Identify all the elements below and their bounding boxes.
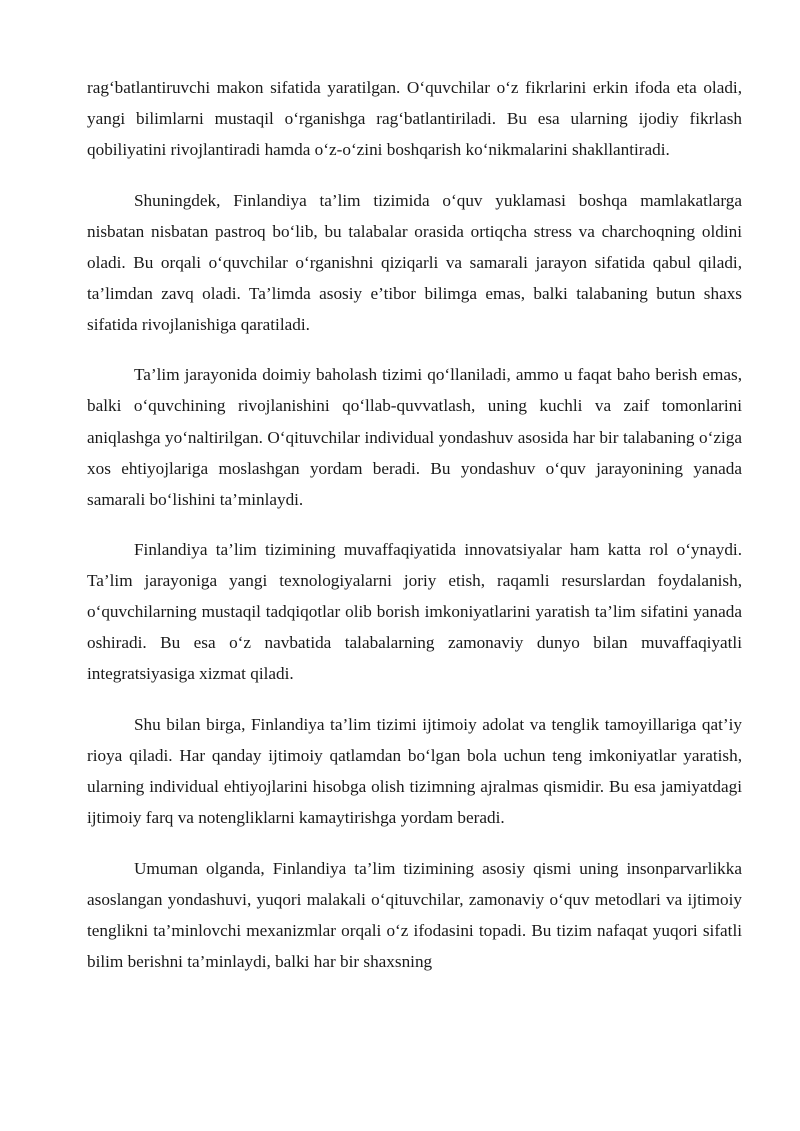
paragraph-continuation: rag‘batlantiruvchi makon sifatida yaratilgan. O‘quvchilar o‘z fikrlarini erkin ifoda eta oladi, yangi bilimlarni mustaqil o‘rganishga rag‘batlantiriladi. Bu esa ularning ijodiy fikrlash qobiliyatini rivojlantiradi hamda o‘z-o‘zini boshqarish ko‘nikmalarini shakllantiradi. xyxy=(87,78,742,160)
paragraph-conclusion: Umuman olganda, Finlandiya ta’lim tizimining asosiy qismi uning insonparvarlikka asoslangan yondashuvi, yuqori malakali o‘qituvchilar, zamonaviy o‘quv metodlari va ijtimoiy tenglikni ta’minlovchi mexanizmlar orqali o‘z ifodasini topadi. Bu tizim nafaqat yuqori sifatli bilim berishni ta’minlaydi, balki har bir shaxsning xyxy=(87,858,742,971)
paragraph-study-load: Shuningdek, Finlandiya ta’lim tizimida o‘quv yuklamasi boshqa mamlakatlarga nisbatan nisbatan pastroq bo‘lib, bu talabalar orasida ortiqcha stress va charchoqning oldini oladi. Bu orqali o‘quvchilar o‘rganishni qiziqarli va samarali jarayon sifatida qabul qiladi, ta’limdan zavq oladi. Ta’limda asosiy e’tibor bilimga emas, balki talabaning butun shaxs sifatida rivojlanishiga qaratiladi. xyxy=(87,190,742,334)
paragraph-assessment: Ta’lim jarayonida doimiy baholash tizimi qo‘llaniladi, ammo u faqat baho berish emas, balki o‘quvchining rivojlanishini qo‘llab-quvvatlash, uning kuchli va zaif tomonlarini aniqlashga yo‘naltirilgan. O‘qituvchilar individual yondashuv asosida har bir talabaning o‘ziga xos ehtiyojlariga moslashgan yordam beradi. Bu yondashuv o‘quv jarayonining yanada samarali bo‘lishini ta’minlaydi. xyxy=(87,365,742,509)
document-body xyxy=(87,72,742,996)
paragraph-innovation: Finlandiya ta’lim tizimining muvaffaqiyatida innovatsiyalar ham katta rol o‘ynaydi. Ta’lim jarayoniga yangi texnologiyalarni joriy etish, raqamli resurslardan foydalanish, o‘quvchilarning mustaqil tadqiqotlar olib borish imkoniyatlarini yaratish ta’lim sifatini yanada oshiradi. Bu esa o‘z navbatida talabalarning zamonaviy dunyo bilan muvaffaqiyatli integratsiyasiga xizmat qiladi. xyxy=(87,540,742,684)
paragraph-social-equity: Shu bilan birga, Finlandiya ta’lim tizimi ijtimoiy adolat va tenglik tamoyillariga qat’iy rioya qiladi. Har qanday ijtimoiy qatlamdan bo‘lgan bola uchun teng imkoniyatlar yaratish, ularning individual ehtiyojlarini hisobga olish tizimning ajralmas qismidir. Bu esa jamiyatdagi ijtimoiy farq va notengliklarni kamaytirishga yordam beradi. xyxy=(87,714,742,828)
